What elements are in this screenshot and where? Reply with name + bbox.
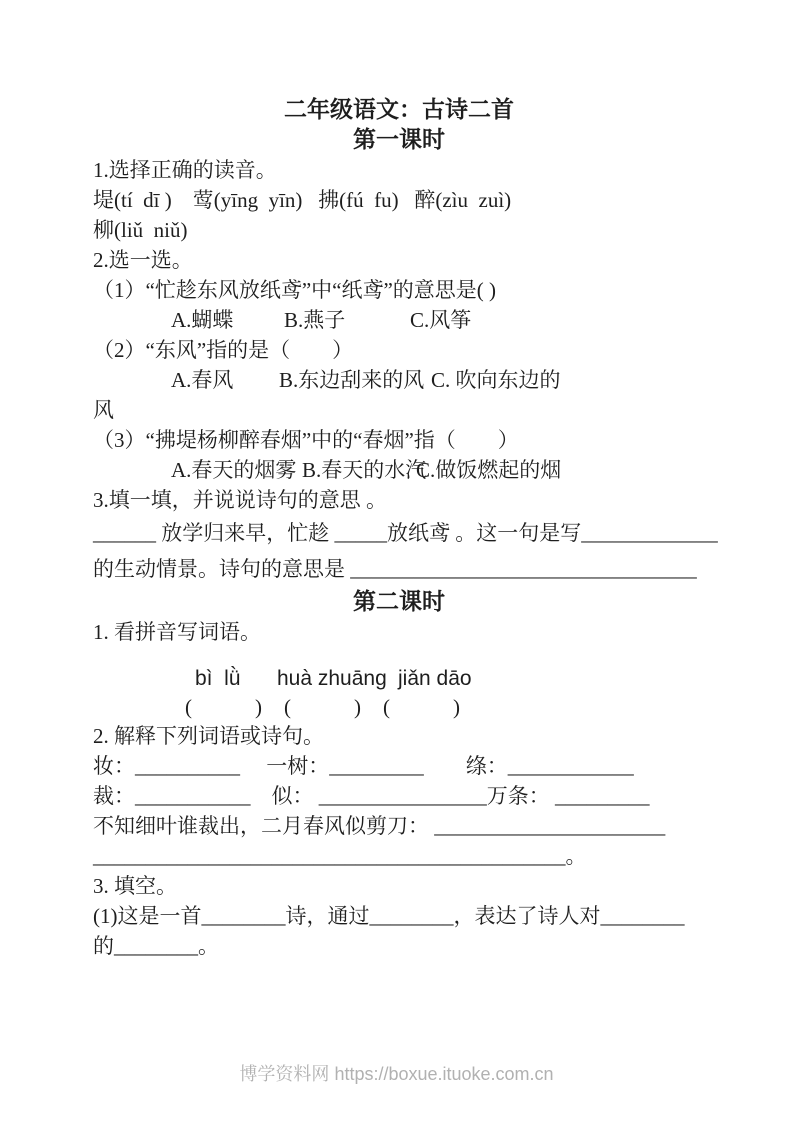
watermark-footer — [0, 1060, 793, 1088]
l2-q1-label: 1. 看拼音写词语。 — [93, 620, 261, 644]
pinyin-word-1: bì lǜ — [195, 667, 241, 690]
l2-q3-fill-line2: 的________。 — [93, 934, 219, 958]
page-title: 二年级语文：古诗二首 — [284, 97, 514, 122]
lesson2-heading: 第二课时 — [353, 589, 445, 614]
l2-q2-row1: 妆：__________ 一树：_________ 绦：____________ — [93, 754, 634, 778]
l2-q1-answer-brackets — [185, 693, 705, 721]
l1-q2-label: 2.选一选。 — [93, 248, 193, 272]
l1-q3-fill-line2: 的生动情景。诗句的意思是 _________________________________ — [93, 557, 697, 581]
answer-bracket-1: ( ) — [185, 695, 262, 719]
option-b: B.燕子 — [284, 308, 346, 332]
l1-q2-sub2-options — [171, 365, 705, 395]
answer-bracket-2: ( ) — [284, 695, 361, 719]
l1-q3-fill-line1: ______ 放学归来早，忙趁 _____放纸鸢 。这一句是写_____________ — [93, 521, 718, 545]
l1-q2-sub3-options — [171, 455, 705, 485]
option-a: A.春天的烟雾 — [171, 458, 297, 482]
option-b: B.东边刮来的风 — [279, 368, 425, 392]
pinyin-word-2: huà zhuāng — [277, 667, 387, 690]
l2-q2-label: 2. 解释下列词语或诗句。 — [93, 724, 324, 748]
l2-q2-row3: 不知细叶谁裁出，二月春风似剪刀： ______________________ — [93, 814, 666, 838]
l1-q2-sub2-option-c-wrap: 风 — [93, 398, 114, 422]
l1-q2-sub1-question: （1）“忙趁东风放纸鸢”中“纸鸢”的意思是( ) — [93, 278, 497, 302]
l2-q3-fill-line1: (1)这是一首________诗，通过________，表达了诗人对________ — [93, 904, 685, 928]
option-a: A.蝴蝶 — [171, 308, 234, 332]
l1-q1-choices-line1: 堤(tí dī ) 莺(yīng yīn) 拂(fú fu) 醉(zìu zuì) — [93, 188, 512, 212]
answer-bracket-3: ( ) — [383, 695, 460, 719]
l1-q3-label: 3.填一填，并说说诗句的意思 。 — [93, 488, 387, 512]
l1-q2-sub1-options — [171, 305, 705, 335]
option-c: C.做饭燃起的烟 — [416, 458, 562, 482]
l2-q2-row2: 裁：___________ 似： ________________万条： _________ — [93, 784, 650, 808]
option-b: B.春天的水汽 — [302, 458, 427, 482]
l1-q2-sub2-question: （2）“东风”指的是（ ） — [93, 338, 354, 362]
site-name: 博学资料网 — [239, 1064, 330, 1084]
l1-q1-label: 1.选择正确的读音。 — [93, 158, 277, 182]
l1-q2-sub3-question: （3）“拂堤杨柳醉春烟”中的“春烟”指（ ） — [93, 428, 519, 452]
option-a: A.春风 — [171, 368, 234, 392]
site-url: https://boxue.ituoke.com.cn — [334, 1064, 554, 1084]
l1-q1-choices-line2: 柳(liǔ niǔ) — [93, 218, 188, 242]
option-c: C. 吹向东边的 — [431, 368, 561, 392]
l2-q2-row4: _____________________________________________。 — [93, 844, 587, 868]
lesson1-heading: 第一课时 — [353, 127, 445, 152]
pinyin-word-3: jiǎn dāo — [398, 667, 472, 690]
option-c: C.风筝 — [410, 308, 472, 332]
l2-q3-label: 3. 填空。 — [93, 874, 177, 898]
l2-q1-pinyin-row — [195, 665, 705, 693]
